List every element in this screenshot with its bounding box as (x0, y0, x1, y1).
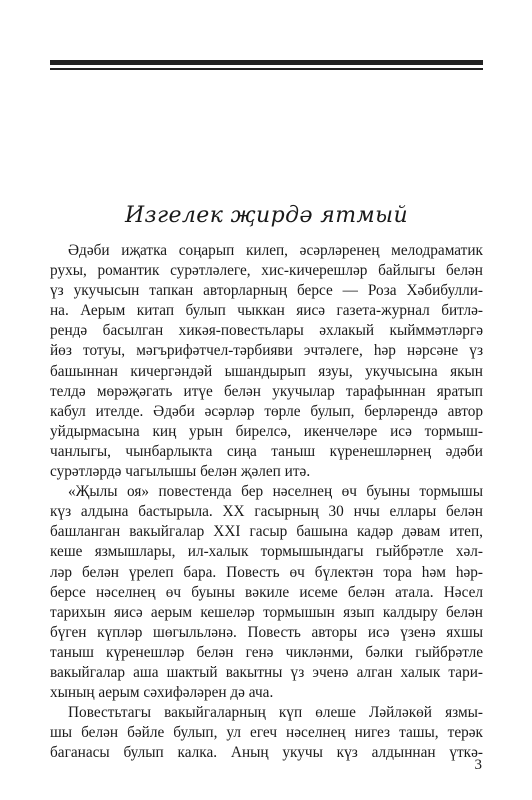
text-line: вакыйгалар аша шактый вакытны үз эченә алган халык тари- (50, 663, 483, 681)
text-line: Әдәби иҗатка соңарып килеп, әсәрләренең мелодраматик (68, 242, 483, 259)
text-line: ләр белән үрелеп бара. Повесть өч бүлектән тора һәм һәр- (50, 563, 483, 581)
text-line: үз укучысын тапкан авторларның берсе — Роза Хәбибулли- (50, 282, 483, 300)
header-rule-thick (50, 60, 483, 65)
text-line: «Җылы оя» повестенда бер нәселнең өч буыны тормышы (68, 483, 483, 501)
text-line: кабул ителде. Әдәби әсәрләр төрле булып, берләрендә автор (50, 402, 483, 420)
text-line: на. Аерым китап булып чыккан яисә газета-журнал битлә- (50, 302, 483, 320)
text-line: телдә мөрәҗәгать итүе белән укучылар тарафыннан яратып (50, 382, 483, 400)
text-line: рендә басылган хикәя-повестьлары әхлакый кыйммәтләргә (50, 322, 483, 340)
text-line: бүген күпләр шөгыльләнә. Повесть авторы исә үзенә яхшы (50, 623, 483, 641)
text-line: рухы, романтик сурәтләлеге, хис-кичерешләр байлыгы белән (50, 262, 483, 280)
text-line: йөз тотуы, мәгърифәтчел-тәрбияви эчтәлеге, һәр нәрсәне үз (50, 342, 483, 360)
text-line: шы белән бәйле булып, ул егеч нәселнең нигез ташы, терәк (50, 724, 483, 742)
body-text (50, 241, 483, 763)
header-rule-thin (50, 68, 483, 70)
text-line: Повестьтагы вакыйгаларның күп өлеше Ләйләкөй язмы- (68, 704, 483, 722)
text-line: таныш күренешләр белән генә чикләнми, бәлки гыйбрәтле (50, 643, 483, 661)
text-line: башыннан кичергәндәй ышандырып язуы, укучысына якын (50, 362, 483, 380)
text-line: башланган вакыйгалар XXI гасыр башына кадәр дәвам итеп, (50, 523, 483, 541)
text-line: чанлыгы, чынбарлыкта сиңа таныш күренешләрнең әдәби (50, 442, 483, 460)
text-line: уйдырмасына киң урын бирелсә, икенчеләре исә тормыш- (50, 422, 483, 440)
text-line: тарихын яисә аерым кешеләр тормышын язып калдыру белән (50, 603, 483, 621)
chapter-title: Изгелек җирдә ятмый (124, 203, 409, 228)
text-line: баганасы булып калка. Аның укучы күз алдыннан үткә- (50, 744, 483, 762)
text-line: сурәтләрдә чагылышы белән җәлеп итә. (50, 463, 311, 481)
text-line: берсе нәселнең өч буыны вәкиле исеме белән атала. Нәсел (50, 583, 483, 601)
text-line: күз алдына бастырыла. XX гасырның 30 нчы еллары белән (50, 503, 483, 521)
text-line: хының аерым сәхифәләрен дә ача. (50, 684, 274, 702)
text-line: кеше язмышлары, ил-халык тормышындагы гыйбрәтле хәл- (50, 543, 483, 561)
page-number: 3 (474, 757, 482, 773)
